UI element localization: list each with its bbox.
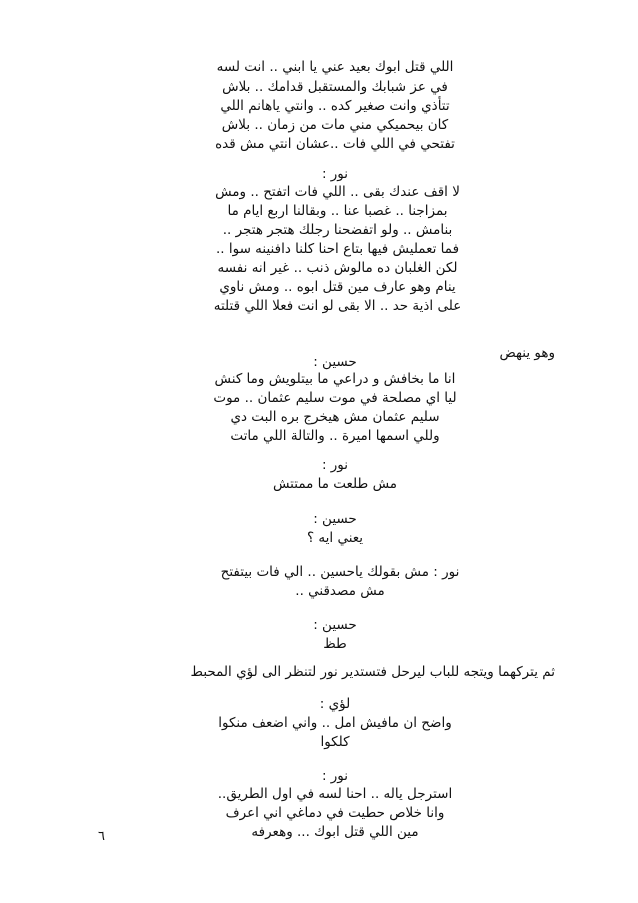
verse-line: بمزاجنا .. غصبا عنا .. وبقالنا اربع ايام ما xyxy=(227,203,448,219)
verse-line: مين اللي قتل ابوك ... وهعرفه xyxy=(251,824,419,840)
verse-line: مش طلعت ما ممتتش xyxy=(272,476,398,492)
verse-line: واضح ان مافيش امل .. واني اضعف منكوا xyxy=(218,715,452,731)
speaker-name: حسين : xyxy=(313,617,357,633)
verse-line: اللي قتل ابوك بعيد عني يا ابني .. انت لسه xyxy=(216,59,454,75)
verse-line: وللي اسمها اميرة .. والتالة اللي ماتت xyxy=(230,428,440,444)
verse-line: انا ما بخافش و دراعي ما بيتلويش وما كنش xyxy=(214,371,456,387)
verse-line: كلكوا xyxy=(320,734,350,750)
verse-line: لكن الغلبان ده مالوش ذنب .. غير انه نفسه xyxy=(217,260,458,276)
verse-line: على اذية حد .. الا بقى لو انت فعلا اللي قتلته xyxy=(213,298,462,314)
page-number: ٦ xyxy=(98,829,105,844)
verse-line: لا اقف عندك بقى .. اللي فات اتفتح .. ومش xyxy=(215,184,460,200)
verse-line: استرجل ياله .. احنا لسه في اول الطريق.. xyxy=(217,786,453,802)
verse-line: في عز شبابك والمستقبل قدامك .. بلاش xyxy=(222,79,448,95)
speaker-name: نور : xyxy=(321,457,349,473)
verse-line: نور : مش بقولك ياحسين .. الي فات بيتفتح xyxy=(220,564,460,580)
speaker-name: حسين : xyxy=(313,354,357,370)
verse-line: طظ xyxy=(323,636,347,652)
verse-line: ليا اي مصلحة في موت سليم عثمان .. موت xyxy=(213,390,457,406)
verse-line: كان بيحميكي مني مات من زمان .. بلاش xyxy=(221,117,449,133)
verse-line: فما تعمليش فيها بتاع احنا كلنا دافنينه سوا .. xyxy=(215,241,460,257)
speaker-name: لؤي : xyxy=(319,696,351,712)
verse-line: سليم عثمان مش هيخرج بره البت دي xyxy=(230,409,440,425)
verse-line: يعني ايه ؟ xyxy=(306,530,364,546)
verse-line: تتأذي وانت صغير كده .. وانتي ياهانم اللي xyxy=(220,98,450,114)
verse-line: تفتحي في اللي فات ..عشان انتي مش قده xyxy=(215,136,455,152)
speaker-name: حسين : xyxy=(313,511,357,527)
speaker-name: نور : xyxy=(321,166,349,182)
verse-line: وانا خلاص حطيت في دماغي اني اعرف xyxy=(225,805,445,821)
stage-direction: وهو ينهض xyxy=(499,345,555,361)
verse-line: مش مصدقني .. xyxy=(295,583,385,599)
speaker-name: نور : xyxy=(321,768,349,784)
verse-line: ينام وهو عارف مين قتل ابوه .. ومش ناوي xyxy=(219,279,456,295)
verse-line: بنامش .. ولو اتفضحنا رجلك هتجر هتجر .. xyxy=(222,222,453,238)
stage-direction: ثم يتركهما ويتجه للباب ليرحل فتستدير نور لتنظر الى لؤي المحبط xyxy=(190,664,555,680)
